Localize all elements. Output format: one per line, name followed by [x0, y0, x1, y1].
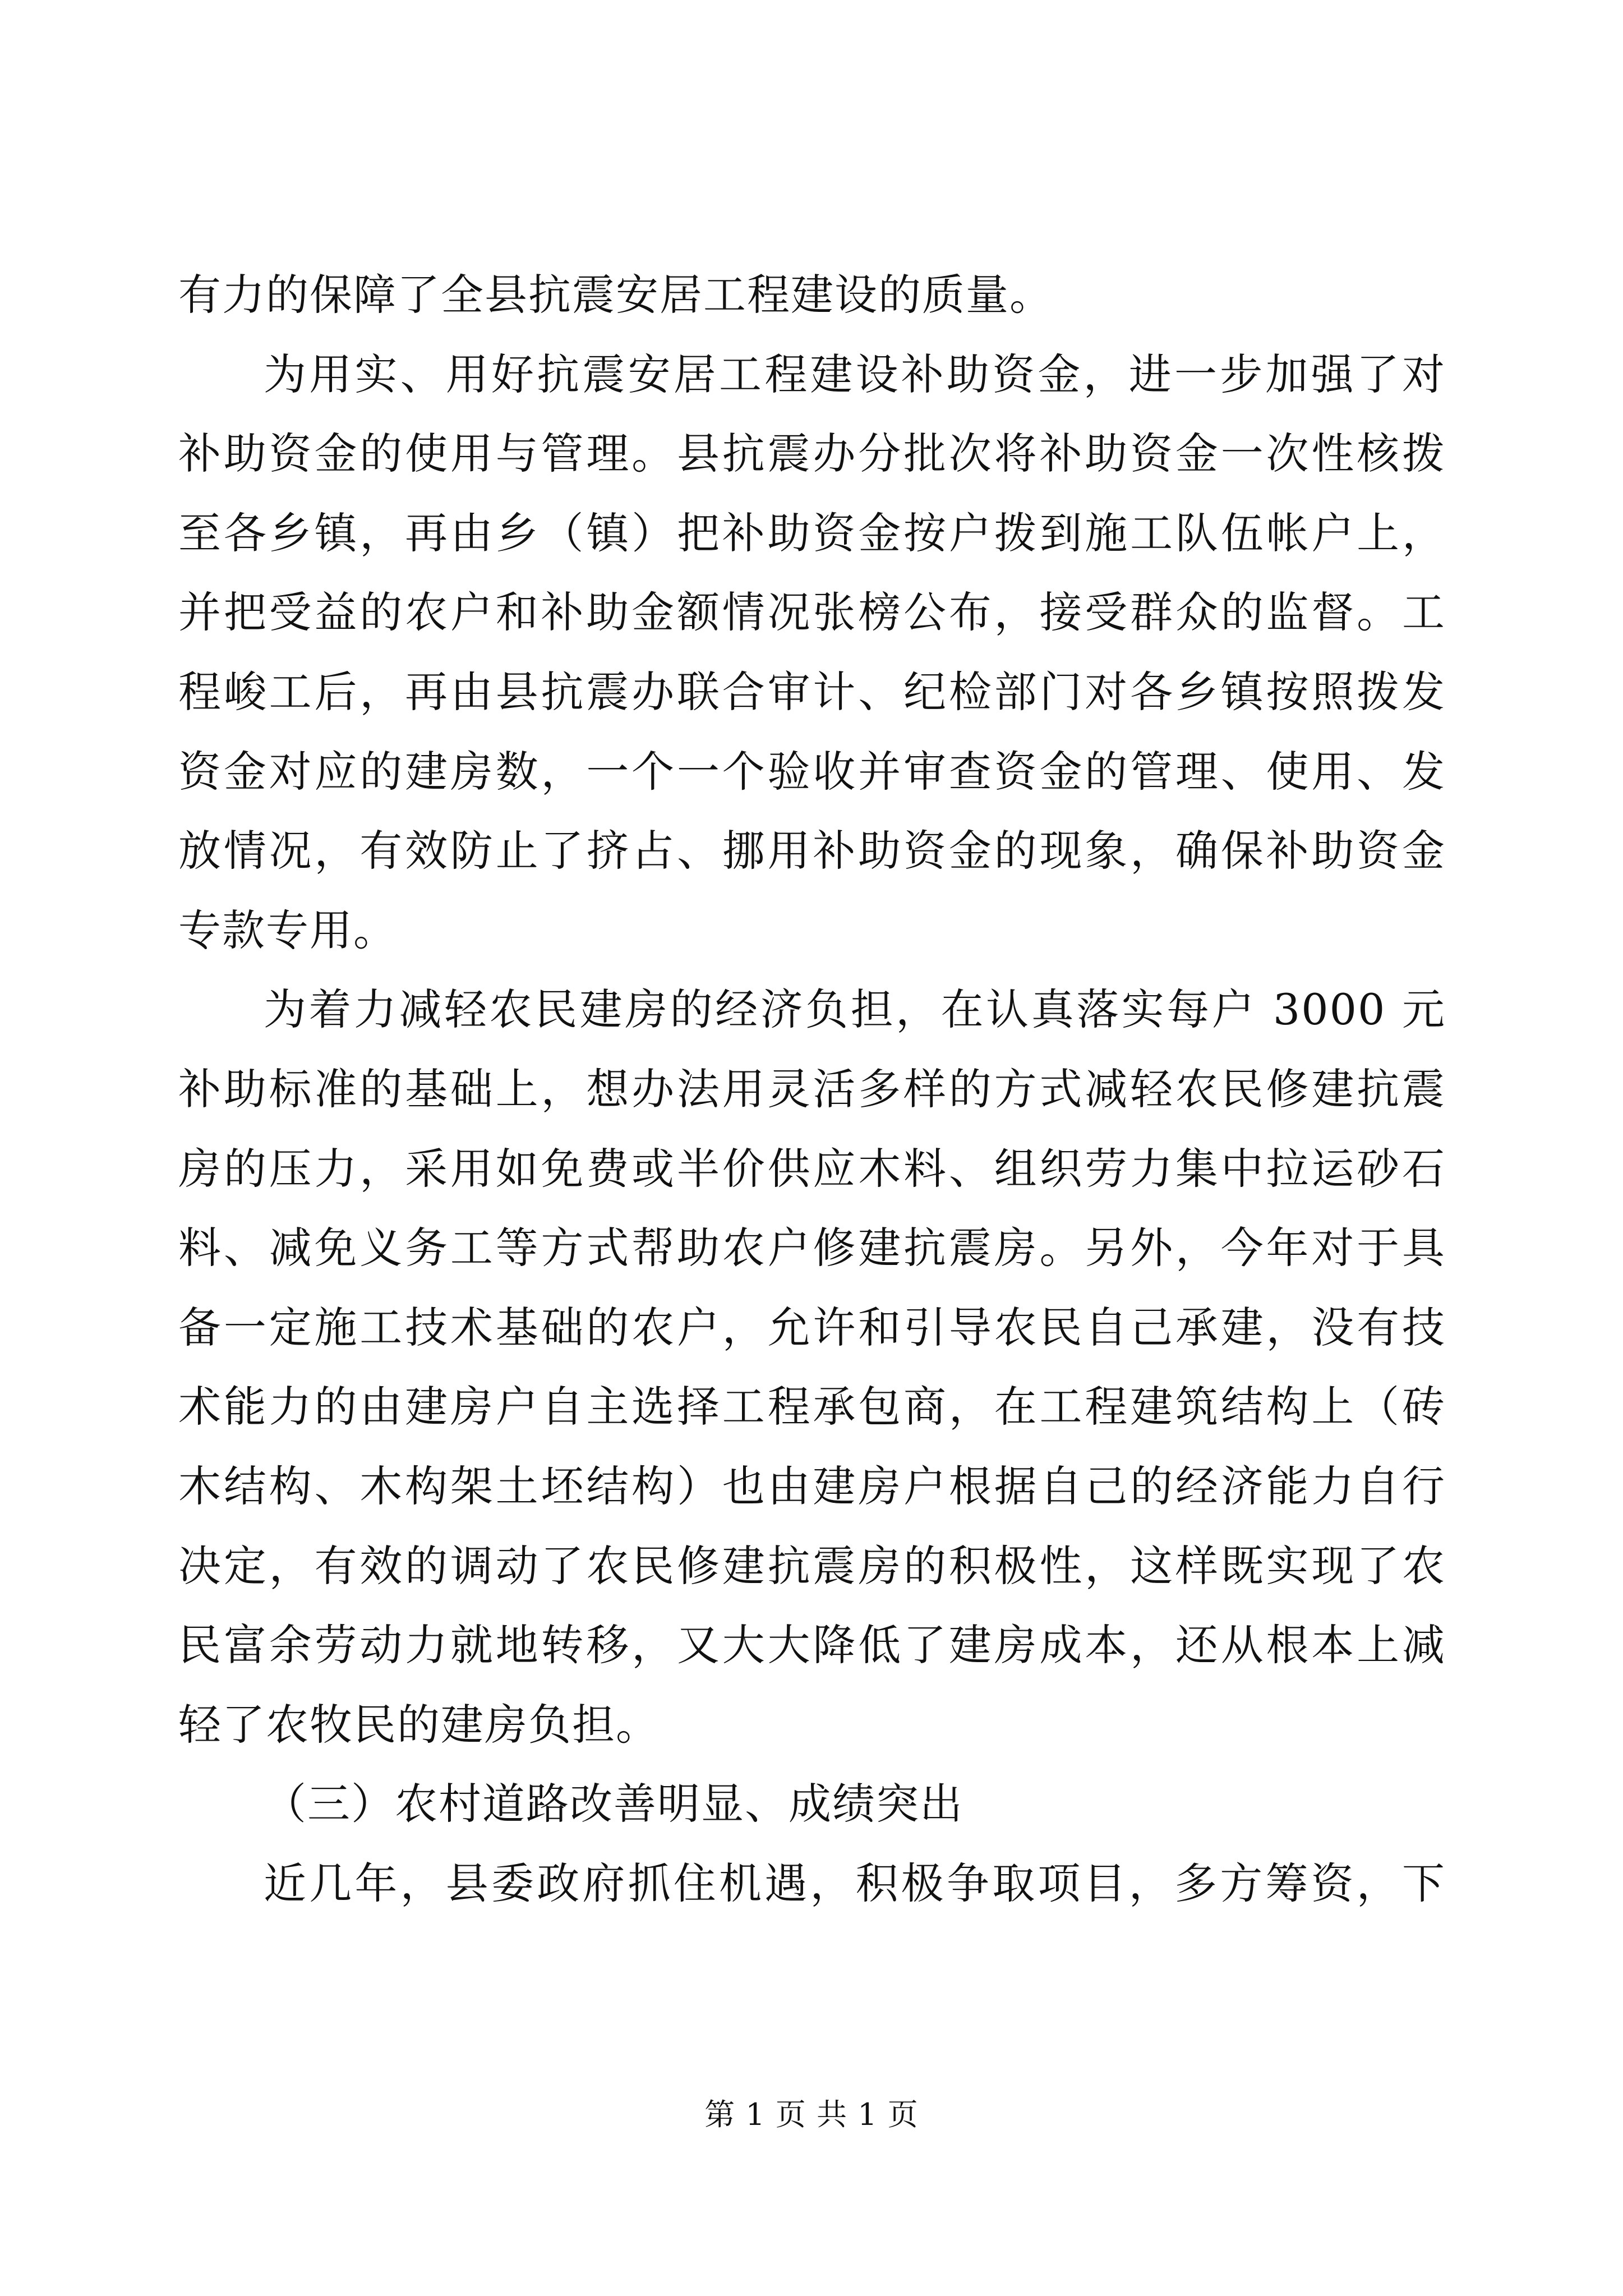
- page-footer: 第 1 页 共 1 页: [704, 2097, 919, 2132]
- paragraph-line: 专款专用。: [178, 905, 397, 955]
- paragraph-line: 术能力的由建房户自主选择工程承包商，在工程建筑结构上（砖: [178, 1382, 1446, 1432]
- paragraph-line: 木结构、木构架土坯结构）也由建房户根据自己的经济能力自行: [178, 1461, 1446, 1511]
- paragraph-line: 程峻工后，再由县抗震办联合审计、纪检部门对各乡镇按照拨发: [178, 666, 1446, 717]
- paragraph-line: 为用实、用好抗震安居工程建设补助资金，进一步加强了对: [264, 349, 1446, 399]
- paragraph-line: 房的压力，采用如免费或半价供应木料、组织劳力集中拉运砂石: [178, 1143, 1446, 1194]
- paragraph-line: 并把受益的农户和补助金额情况张榜公布，接受群众的监督。工: [178, 587, 1446, 638]
- paragraph-line: 民富余劳动力就地转移，又大大降低了建房成本，还从根本上减: [178, 1620, 1446, 1671]
- paragraph-line: 放情况，有效防止了挤占、挪用补助资金的现象，确保补助资金: [178, 826, 1446, 876]
- paragraph-line: 资金对应的建房数，一个一个验收并审查资金的管理、使用、发: [178, 746, 1446, 797]
- paragraph-line: 为着力减轻农民建房的经济负担，在认真落实每户 3000 元: [264, 984, 1446, 1035]
- paragraph-line: 近几年，县委政府抓住机遇，积极争取项目，多方筹资，下: [264, 1858, 1446, 1908]
- paragraph-line: 决定，有效的调动了农民修建抗震房的积极性，这样既实现了农: [178, 1540, 1446, 1591]
- paragraph-line: 有力的保障了全县抗震安居工程建设的质量。: [178, 270, 1053, 320]
- paragraph-line: 轻了农牧民的建房负担。: [178, 1699, 660, 1750]
- document-body: [178, 255, 1446, 1923]
- paragraph-line: 补助标准的基础上，想办法用灵活多样的方式减轻农民修建抗震: [178, 1064, 1446, 1114]
- paragraph-line: 料、减免义务工等方式帮助农户修建抗震房。另外，今年对于具: [178, 1223, 1446, 1273]
- paragraph-line: 补助资金的使用与管理。县抗震办分批次将补助资金一次性核拨: [178, 429, 1446, 479]
- paragraph-line: 备一定施工技术基础的农户，允许和引导农民自己承建，没有技: [178, 1302, 1446, 1352]
- paragraph-line: 至各乡镇，再由乡（镇）把补助资金按户拨到施工队伍帐户上，: [178, 508, 1446, 558]
- section-heading: （三）农村道路改善明显、成绩突出: [264, 1779, 963, 1829]
